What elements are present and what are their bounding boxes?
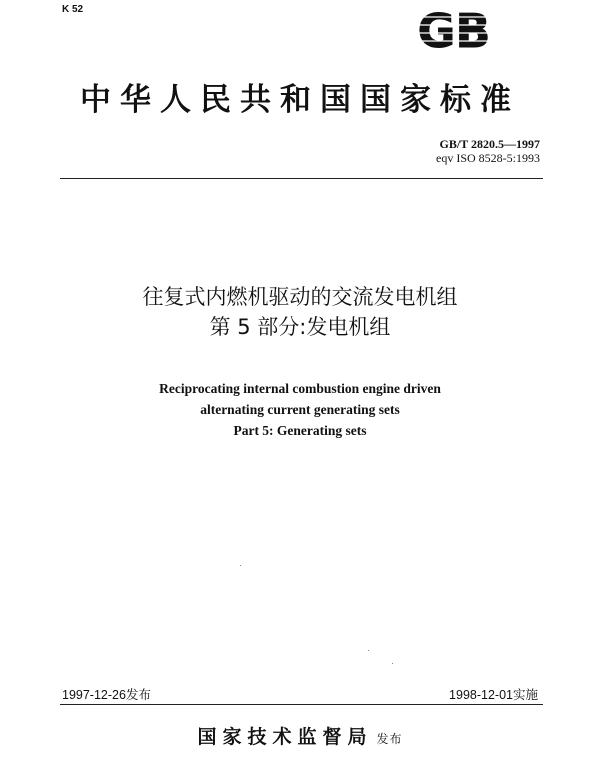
title-cn-line1: 往复式内燃机驱动的交流发电机组 bbox=[142, 285, 458, 309]
scan-speck bbox=[368, 650, 369, 651]
scan-speck bbox=[240, 565, 241, 566]
standard-number: GB/T 2820.5—1997 bbox=[439, 137, 540, 151]
issue-date: 1997-12-26发布 bbox=[62, 688, 151, 702]
classification-code: K 52 bbox=[62, 4, 84, 15]
gb-logo-letters bbox=[418, 5, 491, 53]
scan-speck bbox=[392, 663, 393, 664]
top-divider bbox=[60, 178, 543, 179]
publisher-line bbox=[50, 722, 550, 749]
gb-logo bbox=[406, 5, 502, 53]
title-en-line3: Part 5: Generating sets bbox=[233, 423, 367, 438]
bottom-divider bbox=[60, 704, 543, 705]
title-en-line2: alternating current generating sets bbox=[200, 402, 400, 417]
standard-number-block bbox=[436, 137, 540, 165]
svg-text:GB: GB bbox=[417, 5, 491, 53]
publisher-name: 国家技术监督局 bbox=[197, 726, 373, 748]
standard-equivalent: eqv ISO 8528-5:1993 bbox=[436, 151, 540, 165]
title-cn-line2: 第 5 部分:发电机组 bbox=[209, 315, 391, 339]
title-chinese bbox=[50, 282, 550, 342]
implementation-date: 1998-12-01实施 bbox=[449, 688, 538, 702]
publisher-suffix: 发布 bbox=[376, 732, 403, 746]
standard-type-heading: 中华人民共和国国家标准 bbox=[80, 82, 520, 118]
title-english bbox=[50, 378, 550, 441]
title-en-line1: Reciprocating internal combustion engine driven bbox=[159, 381, 441, 396]
